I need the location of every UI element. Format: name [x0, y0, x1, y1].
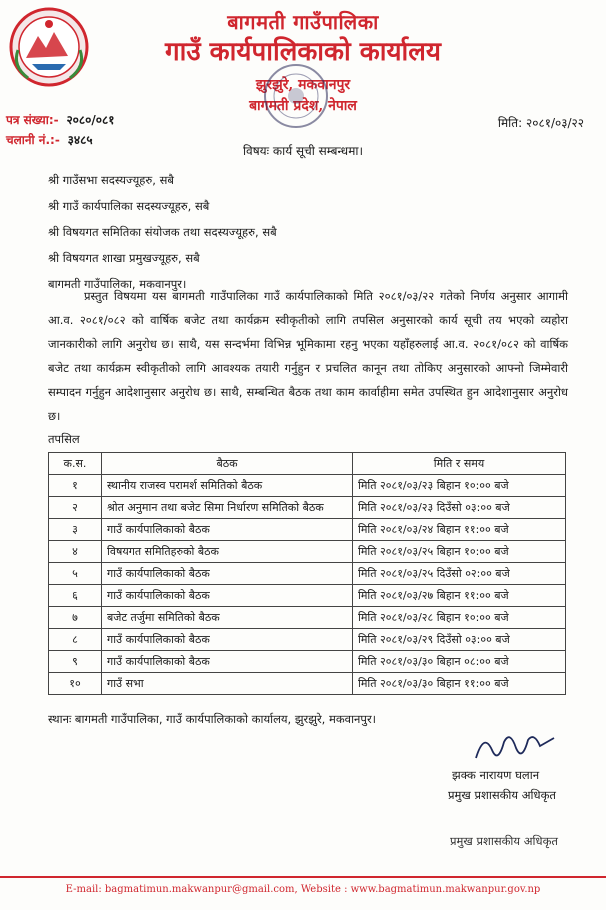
office-name: गाउँ कार्यपालिकाको कार्यालय: [165, 37, 441, 67]
table-row: [49, 673, 566, 695]
meeting-cell: गाउँ सभा: [102, 673, 353, 695]
datetime-cell: मिति २०८१/०३/२५ दिउँसो ०२:०० बजे: [353, 563, 566, 585]
table-row: [49, 519, 566, 541]
letter-body-text: प्रस्तुत विषयमा यस बागमती गाउँपालिका गाउँ कार्यपालिकाको मिति २०८१/०३/२२ गतेको निर्णय अनुसार आगामी आ.व. २०८१/०८२ को वार्षिक बजेट तथा कार्यक्रम स्वीकृतीको लागि तपसिल अनुसारको कार्य सूची तय भएको व्यहोरा जानकारीको लागि अनुरोध छ। साथै, यस सन्दर्भमा विभिन्न भूमिकामा रहनु भएका यहाँहरुलाई आ.व. २०८१/०८२ को वार्षिक बजेट तथा कार्यक्रम स्वीकृतीको लागि आवश्यक तयारी गर्नुहुन र प्रचलित कानून तथा तोकिए अनुसारको आफ्नो जिम्मेवारी सम्पादन गर्नुहुन आदेशानुसार अनुरोध छ। साथै, सम्बन्धित बैठक तथा काम कार्वाहीमा समेत उपस्थित हुन आदेशानुसार अनुरोध छ।: [48, 289, 568, 423]
column-header-datetime: मिति र समय: [353, 453, 566, 475]
addressee-list: [48, 170, 277, 300]
schedule-heading: तपसिल: [48, 432, 80, 446]
serial-cell: ३: [49, 519, 102, 541]
addressee-item: बागमती गाउँपालिका, मकवानपुर।: [48, 277, 187, 291]
meeting-cell: गाउँ कार्यपालिकाको बैठक: [102, 519, 353, 541]
table-row: [49, 607, 566, 629]
meeting-cell: श्रोत अनुमान तथा बजेट सिमा निर्धारण समितिको बैठक: [102, 497, 353, 519]
datetime-cell: मिति २०८१/०३/३० बिहान ११:०० बजे: [353, 673, 566, 695]
serial-cell: २: [49, 497, 102, 519]
column-header-serial: क.स.: [49, 453, 102, 475]
table-row: [49, 651, 566, 673]
serial-cell: ४: [49, 541, 102, 563]
province-line: बागमती प्रदेश, नेपाल: [249, 98, 357, 114]
meeting-cell: गाउँ कार्यपालिकाको बैठक: [102, 585, 353, 607]
footer-contact: E-mail: bagmatimun.makwanpur@gmail.com, Website : www.bagmatimun.makwanpur.gov.np: [65, 884, 541, 895]
reference-number-value: २०८०/०८१: [66, 113, 115, 127]
datetime-cell: मिति २०८१/०३/२५ बिहान १०:०० बजे: [353, 541, 566, 563]
municipality-name: बागमती गाउँपालिका: [227, 10, 379, 34]
dispatch-number-label: चलानी नं.:-: [6, 133, 60, 147]
table-row: [49, 541, 566, 563]
table-row: [49, 475, 566, 497]
datetime-cell: मिति २०८१/०३/२४ बिहान ११:०० बजे: [353, 519, 566, 541]
meeting-cell: विषयगत समितिहरुको बैठक: [102, 541, 353, 563]
table-header-row: [49, 453, 566, 475]
column-header-meeting: बैठक: [102, 453, 353, 475]
letter-subject: विषयः कार्य सूची सम्बन्धमा।: [242, 144, 364, 158]
datetime-cell: मिति २०८१/०३/२३ बिहान १०:०० बजे: [353, 475, 566, 497]
table-row: [49, 629, 566, 651]
meeting-cell: स्थानीय राजस्व परामर्श समितिको बैठक: [102, 475, 353, 497]
meeting-cell: गाउँ कार्यपालिकाको बैठक: [102, 651, 353, 673]
addressee-item: श्री विषयगत शाखा प्रमुखज्यूहरु, सबै: [48, 251, 200, 265]
serial-cell: ८: [49, 629, 102, 651]
serial-cell: ६: [49, 585, 102, 607]
signer-stamp-title: प्रमुख प्रशासकीय अधिकृत: [450, 834, 558, 848]
table-row: [49, 585, 566, 607]
signer-name: झक्क नारायण घलान: [452, 768, 540, 782]
footer-divider: [0, 876, 606, 878]
serial-cell: ५: [49, 563, 102, 585]
addressee-item: श्री विषयगत समितिका संयोजक तथा सदस्यज्यूहरु, सबै: [48, 225, 277, 239]
table-row: [49, 563, 566, 585]
meeting-cell: बजेट तर्जुमा समितिको बैठक: [102, 607, 353, 629]
serial-cell: १: [49, 475, 102, 497]
letter-date: मिति: २०८१/०३/२२: [497, 116, 584, 130]
schedule-table: [48, 452, 566, 695]
addressee-item: श्री गाउँ कार्यपालिका सदस्यज्यूहरु, सबै: [48, 199, 210, 213]
reference-number-label: पत्र संख्या:-: [6, 113, 59, 127]
datetime-cell: मिति २०८१/०३/२८ बिहान १०:०० बजे: [353, 607, 566, 629]
addressee-item: श्री गाउँसभा सदस्यज्यूहरु, सबै: [48, 173, 174, 187]
handwritten-signature-icon: [470, 728, 560, 768]
signer-title: प्रमुख प्रशासकीय अधिकृत: [448, 788, 556, 802]
datetime-cell: मिति २०८१/०३/२७ बिहान ११:०० बजे: [353, 585, 566, 607]
meeting-cell: गाउँ कार्यपालिकाको बैठक: [102, 563, 353, 585]
office-address: झुरझुरे, मकवानपुर: [255, 77, 351, 93]
meeting-cell: गाउँ कार्यपालिकाको बैठक: [102, 629, 353, 651]
serial-cell: १०: [49, 673, 102, 695]
office-stamp-icon: [262, 62, 330, 130]
table-row: [49, 497, 566, 519]
dispatch-number-value: ३४८५: [67, 133, 93, 147]
letter-body: [48, 284, 568, 428]
serial-cell: ७: [49, 607, 102, 629]
datetime-cell: मिति २०८१/०३/२३ दिउँसो ०३:०० बजे: [353, 497, 566, 519]
datetime-cell: मिति २०८१/०३/३० बिहान ०८:०० बजे: [353, 651, 566, 673]
serial-cell: ९: [49, 651, 102, 673]
meeting-location: स्थानः बागमती गाउँपालिका, गाउँ कार्यपालिकाको कार्यालय, झुरझुरे, मकवानपुर।: [48, 712, 377, 726]
datetime-cell: मिति २०८१/०३/२९ दिउँसो ०३:०० बजे: [353, 629, 566, 651]
